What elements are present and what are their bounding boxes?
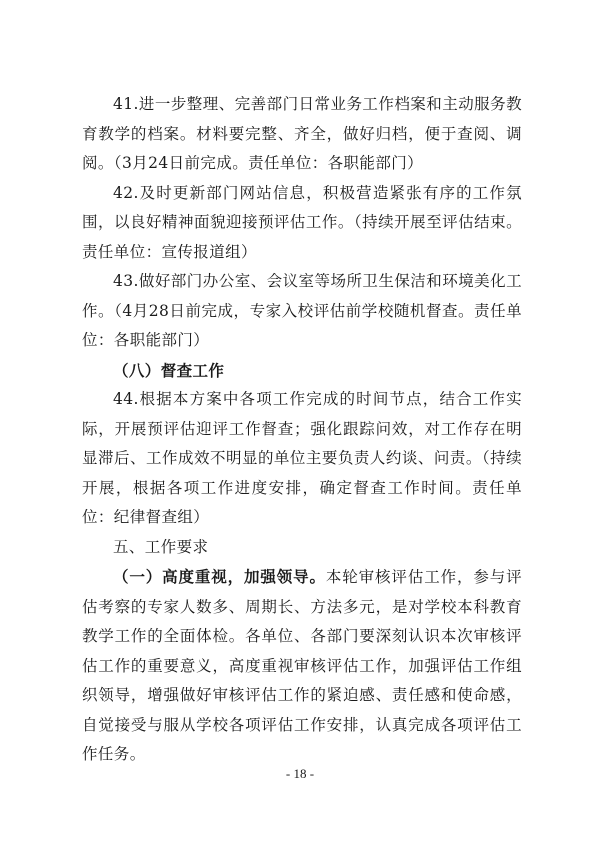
requirement-1-paragraph [82, 562, 522, 770]
requirement-1-lead: （一）高度重视，加强领导。 [113, 567, 326, 586]
page-body [82, 90, 522, 770]
item-44-paragraph: 44.根据本方案中各项工作完成的时间节点，结合工作实际，开展预评估迎评工作督查；强化跟踪问效，对工作存在明显滞后、工作成效不明显的单位主要负责人约谈、问责。（持续开展，根据各项工作进度安排，确定督查工作时间。责任单位：纪律督查组） [82, 390, 522, 526]
item-42-paragraph: 42.及时更新部门网站信息，积极营造紧张有序的工作氛围，以良好精神面貌迎接预评估工作。（持续开展至评估结束。责任单位：宣传报道组） [82, 183, 522, 261]
item-43-paragraph: 43.做好部门办公室、会议室等场所卫生保洁和环境美化工作。（4月28日前完成，专家入校评估前学校随机督查。责任单位：各职能部门） [82, 272, 522, 349]
item-41-paragraph: 41.进一步整理、完善部门日常业务工作档案和主动服务教育教学的档案。材料要完整、齐全，做好归档，便于查阅、调阅。（3月24日前完成。责任单位：各职能部门） [82, 95, 522, 172]
section-8-heading: （八）督查工作 [113, 360, 225, 380]
page-number: - 18 - [285, 766, 315, 781]
requirement-1-body: 本轮审核评估工作，参与评估考察的专家人数多、周期长、方法多元，是对学校本科教育教学工作的全面体检。各单位、各部门要深刻认识本次审核评估工作的重要意义，高度重视审核评估工作，加强评估工作组织领导，增强做好审核评估工作的紧迫感、责任感和使命感，自觉接受与服从学校各项评估工作安排，认真完成各项评估工作任务。 [82, 568, 522, 763]
section-5-heading: 五、工作要求 [113, 537, 209, 556]
